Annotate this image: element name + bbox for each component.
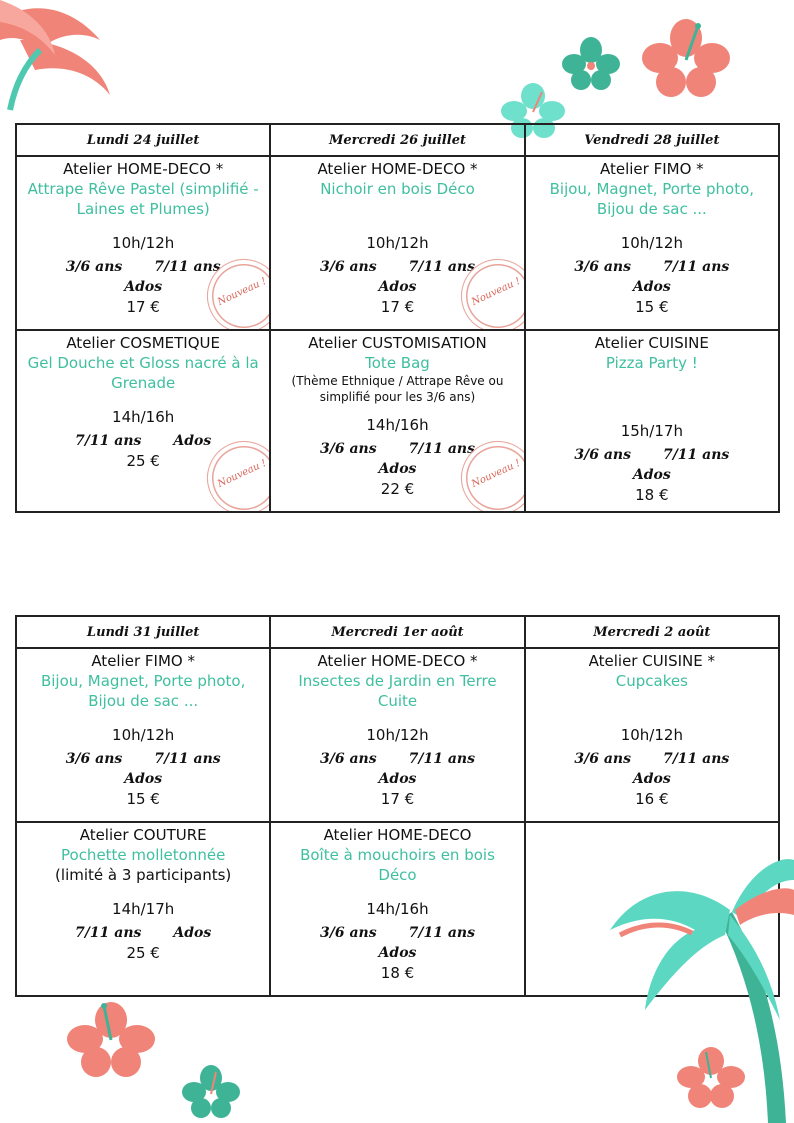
workshop-title: Atelier FIMO * (599, 160, 704, 178)
workshop-subtitle: Gel Douche et Gloss nacré à la Grenade (27, 354, 259, 392)
hibiscus-flower-icon (640, 18, 732, 100)
workshop-title: Atelier HOME-DECO * (63, 160, 224, 178)
workshop-subtitle: Attrape Rêve Pastel (simplifié - Laines et Plumes) (27, 180, 259, 218)
age-group: 3/6 ans (574, 751, 631, 767)
workshop-subtitle: Nichoir en bois Déco (320, 180, 475, 198)
age-group: 3/6 ans (320, 751, 377, 767)
workshop-title: Atelier FIMO * (91, 652, 195, 670)
age-group-ados: Ados (378, 945, 417, 961)
day-header: Lundi 24 juillet (16, 124, 270, 156)
table-header-row (16, 124, 779, 156)
day-header: Mercredi 1er août (270, 616, 524, 648)
age-group: 3/6 ans (65, 259, 123, 275)
workshop-subtitle: Tote Bag (365, 354, 430, 372)
workshop-price: 15 € (126, 790, 160, 808)
workshop-time: 14h/16h (112, 408, 175, 426)
workshop-title: Atelier CUISINE (594, 334, 709, 352)
age-groups (17, 749, 269, 769)
age-groups (17, 923, 269, 943)
workshop-time: 14h/17h (112, 900, 175, 918)
age-group: 7/11 ans (662, 447, 730, 463)
workshop-price: 25 € (126, 944, 160, 962)
table-row (16, 156, 779, 330)
hibiscus-flower-icon (180, 1064, 242, 1120)
workshop-subtitle: Boîte à mouchoirs en bois Déco (300, 846, 495, 884)
workshop-price: 17 € (380, 298, 415, 316)
workshop-subtitle: Cupcakes (615, 672, 688, 690)
day-header: Vendredi 28 juillet (525, 124, 779, 156)
age-group: 7/11 ans (154, 259, 221, 275)
age-groups (271, 749, 523, 769)
age-group-ados: Ados (124, 771, 163, 787)
workshop-cell (270, 648, 524, 822)
age-group-ados: Ados (378, 461, 417, 477)
workshop-time: 14h/16h (366, 900, 429, 918)
age-group: 7/11 ans (408, 259, 475, 275)
workshop-time: 10h/12h (112, 234, 175, 252)
workshop-cell (270, 330, 524, 512)
workshop-price: 15 € (635, 298, 669, 316)
age-group-ados: Ados (632, 467, 671, 483)
age-group-ados: Ados (632, 279, 671, 295)
workshop-subtitle: Pizza Party ! (605, 354, 698, 372)
day-header: Lundi 31 juillet (16, 616, 270, 648)
age-group-ados: Ados (632, 771, 671, 787)
workshop-time: 10h/12h (112, 726, 175, 744)
workshop-cell (525, 330, 779, 512)
age-group: Ados (173, 433, 212, 449)
workshop-time: 10h/12h (366, 726, 429, 744)
palm-leaves-top-left-icon (0, 0, 140, 120)
age-groups (526, 257, 778, 277)
workshop-price: 18 € (380, 964, 415, 982)
hibiscus-flower-icon (676, 1046, 746, 1110)
workshop-title: Atelier CUISINE * (588, 652, 716, 670)
workshop-price: 22 € (380, 480, 415, 498)
table-row (16, 330, 779, 512)
workshop-cell (16, 156, 270, 330)
workshop-cell (525, 648, 779, 822)
schedule-table-week1 (15, 123, 780, 513)
workshop-cell (16, 330, 270, 512)
age-group: 3/6 ans (320, 441, 377, 457)
workshop-cell (525, 156, 779, 330)
workshop-price: 17 € (380, 790, 415, 808)
age-group: 7/11 ans (408, 441, 475, 457)
new-stamp: Nouveau ! (195, 247, 270, 330)
workshop-title: Atelier HOME-DECO * (317, 160, 478, 178)
workshop-title: Atelier COSMETIQUE (66, 334, 220, 352)
table-row (16, 648, 779, 822)
hibiscus-flower-icon (560, 36, 622, 92)
day-header: Mercredi 26 juillet (270, 124, 524, 156)
age-groups (271, 923, 523, 943)
workshop-time: 14h/16h (366, 416, 429, 434)
workshop-cell (270, 822, 524, 996)
workshop-subtitle: Bijou, Magnet, Porte photo, Bijou de sac ... (549, 180, 755, 218)
hibiscus-flower-icon (66, 1000, 156, 1080)
age-group-ados: Ados (378, 279, 417, 295)
age-groups (526, 749, 778, 769)
workshop-cell (16, 648, 270, 822)
new-stamp: Nouveau ! (449, 429, 524, 512)
day-header: Mercredi 2 août (525, 616, 779, 648)
workshop-price: 18 € (635, 486, 669, 504)
workshop-subtitle: Pochette molletonnée (61, 846, 226, 864)
workshop-time: 10h/12h (366, 234, 429, 252)
age-group: 7/11 ans (154, 751, 221, 767)
workshop-note: (limité à 3 participants) (55, 866, 232, 884)
workshop-price: 17 € (126, 298, 160, 316)
workshop-price: 25 € (126, 452, 160, 470)
workshop-title: Atelier CUSTOMISATION (308, 334, 487, 352)
age-group: 3/6 ans (320, 925, 377, 941)
age-group: 7/11 ans (662, 751, 730, 767)
new-stamp: Nouveau ! (195, 429, 270, 512)
age-group: 3/6 ans (574, 447, 631, 463)
new-stamp: Nouveau ! (449, 247, 524, 330)
workshop-cell (270, 156, 524, 330)
age-groups (526, 445, 778, 465)
workshop-subtitle: Bijou, Magnet, Porte photo, Bijou de sac ... (40, 672, 246, 710)
workshop-cell (16, 822, 270, 996)
workshop-time: 15h/17h (620, 422, 683, 440)
workshop-time: 10h/12h (620, 726, 683, 744)
workshop-title: Atelier HOME-DECO * (317, 652, 478, 670)
age-group-ados: Ados (378, 771, 417, 787)
age-group: 7/11 ans (75, 925, 142, 941)
workshop-time: 10h/12h (620, 234, 683, 252)
workshop-subtitle: Insectes de Jardin en Terre Cuite (298, 672, 497, 710)
age-group: 7/11 ans (662, 259, 730, 275)
workshop-price: 16 € (635, 790, 669, 808)
age-group: 7/11 ans (408, 925, 475, 941)
age-group-ados: Ados (124, 279, 163, 295)
age-group: 3/6 ans (320, 259, 377, 275)
workshop-title: Atelier COUTURE (79, 826, 207, 844)
table-header-row (16, 616, 779, 648)
age-group: 7/11 ans (408, 751, 475, 767)
age-group: 3/6 ans (65, 751, 123, 767)
workshop-note: (Thème Ethnique / Attrape Rêve ou simplifié pour les 3/6 ans) (291, 374, 504, 404)
age-group: 7/11 ans (75, 433, 142, 449)
age-group: Ados (173, 925, 212, 941)
workshop-title: Atelier HOME-DECO (323, 826, 472, 844)
age-group: 3/6 ans (574, 259, 631, 275)
